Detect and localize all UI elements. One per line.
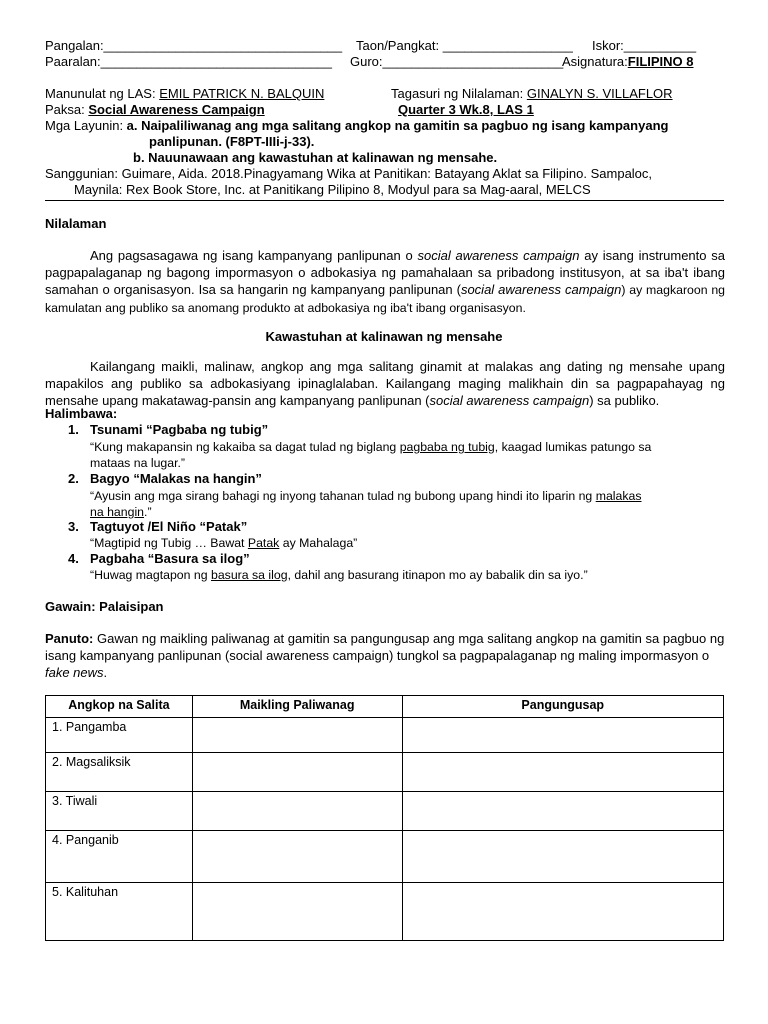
manunulat-line <box>45 86 324 102</box>
paliwanag-cell[interactable] <box>192 718 402 753</box>
quarter-label: Quarter 3 Wk.8, LAS 1 <box>398 102 534 117</box>
gawain-heading: Gawain: Palaisipan <box>45 599 164 614</box>
paksa-line <box>45 102 323 118</box>
panuto-paragraph: Panuto: Gawan ng maikling paliwanag at gamitin sa pangungusap ang mga salitang angkop na gamitin sa pagbuo ng isang kampanyang panlipunan (social awareness campaign) tungkol sa pagpapalaganap ng maling impormasyon o fake news. <box>45 631 725 680</box>
asignatura-label: Asignatura: <box>562 54 628 69</box>
example-title: Bagyo “Malakas na hangin” <box>90 471 262 486</box>
example-quote: “Magtipid ng Tubig … Bawat Patak ay Mahalaga” <box>90 536 358 550</box>
example-number: 2. <box>68 471 79 486</box>
pangungusap-cell[interactable] <box>402 718 724 753</box>
pangungusap-cell[interactable] <box>402 831 724 883</box>
salita-cell: 5. Kalituhan <box>46 883 193 941</box>
paliwanag-cell[interactable] <box>192 753 402 792</box>
paksa-label: Paksa: <box>45 102 89 117</box>
tagasuri-value: GINALYN S. VILLAFLOR <box>526 86 673 101</box>
example-quote: “Huwag magtapon ng basura sa ilog, dahil ang basurang itinapon mo ay babalik din sa iyo.” <box>90 568 588 582</box>
sanggunian-line-1: Sanggunian: Guimare, Aida. 2018.Pinagyamang Wika at Panitikan: Batayang Aklat sa Filipino. Sampaloc, <box>45 166 653 181</box>
pangungusap-cell[interactable] <box>402 883 724 941</box>
example-title: Tsunami “Pagbaba ng tubig” <box>90 422 269 437</box>
taon-pangkat-field[interactable]: Taon/Pangkat: __________________ <box>356 38 573 53</box>
guro-field[interactable]: Guro:_________________________ <box>350 54 564 69</box>
paliwanag-cell[interactable] <box>192 831 402 883</box>
example-quote-cont: na hangin.” <box>90 505 152 519</box>
salita-cell: 4. Panganib <box>46 831 193 883</box>
layunin-a: a. Naipaliliwanag ang mga salitang angkop na gamitin sa pagbuo ng isang kampanyang <box>126 118 669 133</box>
column-header-paliwanag: Maikling Paliwanag <box>192 696 402 718</box>
asignatura-value: FILIPINO 8 <box>627 54 694 69</box>
example-quote: “Kung makapansin ng kakaiba sa dagat tulad ng biglang pagbaba ng tubig, kaagad lumikas patungo sa <box>90 440 652 454</box>
paliwanag-cell[interactable] <box>192 883 402 941</box>
column-header-angkop: Angkop na Salita <box>46 696 193 718</box>
halimbawa-heading: Halimbawa: <box>45 406 118 421</box>
salita-cell: 1. Pangamba <box>46 718 193 753</box>
panuto-label: Panuto: <box>45 631 94 646</box>
layunin-label: Mga Layunin: <box>45 118 127 133</box>
nilalaman-heading: Nilalaman <box>45 216 107 231</box>
example-number: 3. <box>68 519 79 534</box>
example-quote-cont: mataas na lugar.” <box>90 456 186 470</box>
iskor-field[interactable]: Iskor:__________ <box>592 38 697 53</box>
example-number: 1. <box>68 422 79 437</box>
example-number: 4. <box>68 551 79 566</box>
table-row <box>46 718 724 753</box>
table-header-row <box>46 696 724 718</box>
asignatura-field <box>562 54 694 70</box>
kawastuhan-heading: Kawastuhan at kalinawan ng mensahe <box>265 329 503 344</box>
table-row <box>46 792 724 831</box>
paksa-value: Social Awareness Campaign <box>88 102 265 117</box>
manunulat-value: EMIL PATRICK N. BALQUIN <box>159 86 325 101</box>
salita-cell: 2. Magsaliksik <box>46 753 193 792</box>
example-quote: “Ayusin ang mga sirang bahagi ng inyong tahanan tulad ng bubong upang hindi ito liparin ng malakas <box>90 489 642 503</box>
table-row <box>46 753 724 792</box>
kawastuhan-paragraph: Kailangang maikli, malinaw, angkop ang mga salitang ginamit at malakas ang dating ng mensahe upang mapakilos ang publiko sa adbokasiyang ipinaglalaban. Kailangang maging malikhain din sa pagpapahayag ng mensahe upang makatawag-pansin ang kampanyang panlipunan (social awareness campaign) sa publiko. <box>45 359 725 408</box>
pangungusap-cell[interactable] <box>402 753 724 792</box>
tagasuri-line <box>391 86 673 102</box>
table-row <box>46 883 724 941</box>
paliwanag-cell[interactable] <box>192 792 402 831</box>
column-header-pangungusap: Pangungusap <box>402 696 724 718</box>
example-title: Pagbaha “Basura sa ilog” <box>90 551 250 566</box>
pangalan-field[interactable]: Pangalan:_________________________________ <box>45 38 343 53</box>
layunin-a-cont: panlipunan. (F8PT-IIIi-j-33). <box>149 134 315 149</box>
activity-table <box>45 695 724 941</box>
paaralan-field[interactable]: Paaralan:________________________________ <box>45 54 333 69</box>
salita-cell: 3. Tiwali <box>46 792 193 831</box>
table-row <box>46 831 724 883</box>
layunin-b: b. Nauunawaan ang kawastuhan at kalinawan ng mensahe. <box>133 150 498 165</box>
manunulat-label: Manunulat ng LAS: <box>45 86 160 101</box>
nilalaman-paragraph: Ang pagsasagawa ng isang kampanyang panlipunan o social awareness campaign ay isang instrumento sa pagpapalaganap ng bagong impormasyon o adbokasiya ng pamahalaan sa pribadong institusyon, at sa iba't ibang samahan o organisasyon. Isa sa hangarin ng kampanyang panlipunan (social awareness campaign) ay magkaroon ng kamulatan ang publiko sa anomang produkto at adbokasiya ng iba't ibang organisasyon. <box>45 248 726 315</box>
header-divider <box>45 200 724 201</box>
pangungusap-cell[interactable] <box>402 792 724 831</box>
tagasuri-label: Tagasuri ng Nilalaman: <box>391 86 527 101</box>
layunin-line <box>45 118 668 134</box>
example-title: Tagtuyot /El Niño “Patak” <box>90 519 248 534</box>
sanggunian-line-2: Maynila: Rex Book Store, Inc. at Panitikang Pilipino 8, Modyul para sa Mag-aaral, MELCS <box>74 182 591 197</box>
